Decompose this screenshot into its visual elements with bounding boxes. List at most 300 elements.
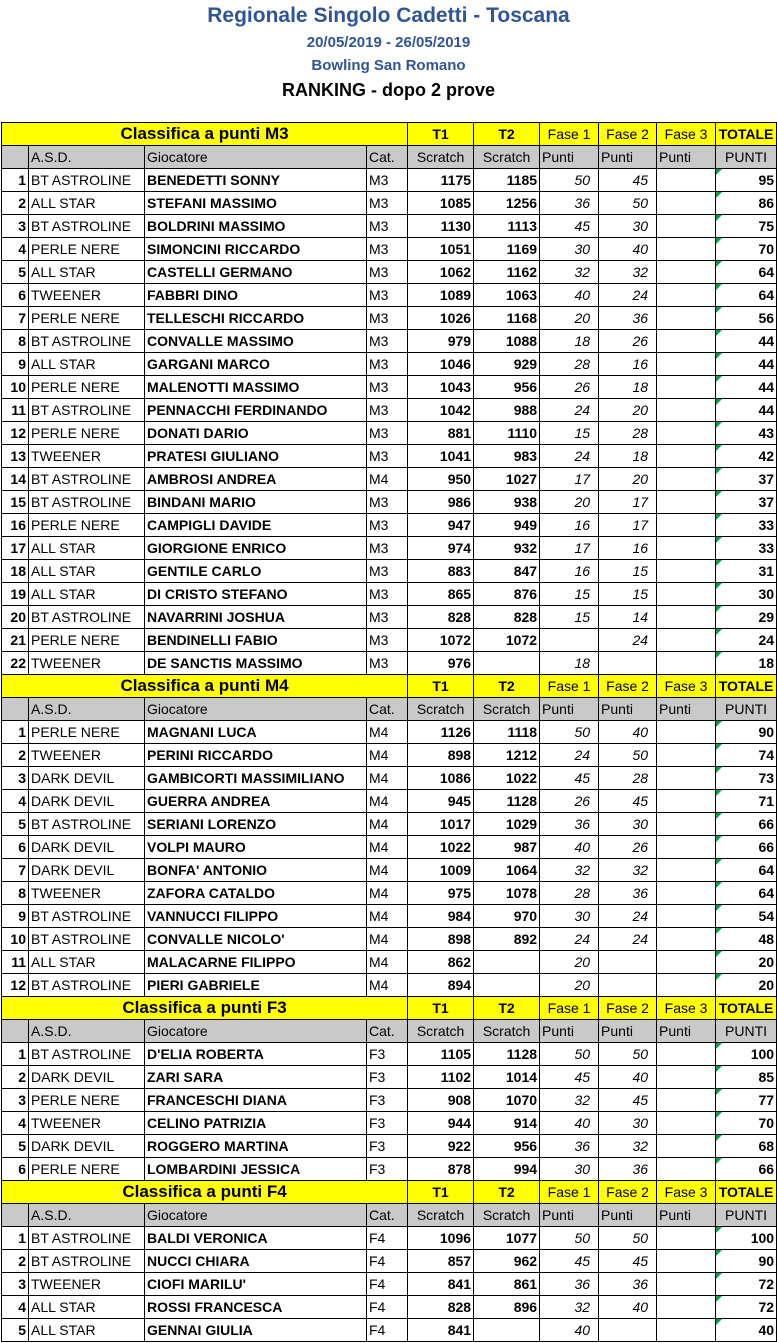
points-fase2: 18 (599, 376, 657, 399)
player-name: GENTILE CARLO (145, 560, 367, 583)
rank-position: 2 (2, 192, 29, 215)
col-header-t2: T2 (474, 1181, 540, 1204)
total-points: 75 (758, 218, 775, 234)
points-fase3 (657, 261, 716, 284)
category: M3 (367, 261, 408, 284)
category: M4 (367, 468, 408, 491)
comment-flag-icon (716, 1066, 722, 1072)
points-fase2: 20 (599, 399, 657, 422)
col-header-cat: Cat. (367, 1020, 408, 1043)
total-points: 44 (758, 333, 775, 349)
table-row (2, 445, 777, 468)
player-name: DE SANCTIS MASSIMO (145, 652, 367, 675)
section-title: Classifica a punti F4 (2, 1181, 408, 1204)
rank-position: 4 (2, 1112, 29, 1135)
player-name: MAGNANI LUCA (145, 721, 367, 744)
total-points-cell (716, 974, 777, 997)
player-name: PRATESI GIULIANO (145, 445, 367, 468)
total-points-cell (716, 261, 777, 284)
category: M3 (367, 376, 408, 399)
category: M3 (367, 560, 408, 583)
player-name: AMBROSI ANDREA (145, 468, 367, 491)
points-fase1: 45 (540, 1250, 599, 1273)
category: M3 (367, 445, 408, 468)
points-fase2: 30 (599, 1112, 657, 1135)
table-row (2, 1066, 777, 1089)
scratch-t1: 1175 (408, 169, 474, 192)
col-header-pos (2, 146, 29, 169)
points-fase1: 28 (540, 353, 599, 376)
table-row (2, 307, 777, 330)
rank-position: 1 (2, 721, 29, 744)
scratch-t2: 1022 (474, 767, 540, 790)
scratch-t1: 1085 (408, 192, 474, 215)
scratch-t1: 841 (408, 1273, 474, 1296)
comment-flag-icon (716, 376, 722, 382)
club-name: PERLE NERE (29, 307, 145, 330)
rank-position: 6 (2, 1158, 29, 1181)
total-points-cell (716, 353, 777, 376)
club-name: BT ASTROLINE (29, 813, 145, 836)
scratch-t1: 1105 (408, 1043, 474, 1066)
table-row (2, 1250, 777, 1273)
category: M4 (367, 744, 408, 767)
player-name: GIORGIONE ENRICO (145, 537, 367, 560)
category: M3 (367, 514, 408, 537)
points-fase2: 24 (599, 928, 657, 951)
category: M3 (367, 192, 408, 215)
total-points: 44 (758, 356, 775, 372)
rank-position: 2 (2, 744, 29, 767)
total-points: 68 (758, 1138, 775, 1154)
total-points: 66 (758, 816, 775, 832)
points-fase1: 36 (540, 192, 599, 215)
rank-position: 6 (2, 284, 29, 307)
total-points: 31 (758, 563, 775, 579)
player-name: CAMPIGLI DAVIDE (145, 514, 367, 537)
col-header-punti-f2: Punti (599, 1204, 657, 1227)
player-name: FRANCESCHI DIANA (145, 1089, 367, 1112)
player-name: ROGGERO MARTINA (145, 1135, 367, 1158)
scratch-t1: 881 (408, 422, 474, 445)
col-header-totale: TOTALE (716, 675, 777, 698)
points-fase2: 40 (599, 1066, 657, 1089)
scratch-t1: 984 (408, 905, 474, 928)
table-row (2, 629, 777, 652)
points-fase3 (657, 1296, 716, 1319)
total-points: 72 (758, 1299, 775, 1315)
col-header-cat: Cat. (367, 698, 408, 721)
points-fase2: 26 (599, 330, 657, 353)
col-header-punti-f3: Punti (657, 146, 716, 169)
points-fase1: 15 (540, 583, 599, 606)
rank-position: 16 (2, 514, 29, 537)
total-points-cell (716, 951, 777, 974)
scratch-t2 (474, 951, 540, 974)
col-header-punti-f1: Punti (540, 146, 599, 169)
club-name: BT ASTROLINE (29, 1227, 145, 1250)
points-fase3 (657, 330, 716, 353)
total-points-cell (716, 422, 777, 445)
points-fase3 (657, 951, 716, 974)
category: F4 (367, 1296, 408, 1319)
table-row (2, 721, 777, 744)
points-fase1: 30 (540, 1158, 599, 1181)
club-name: BT ASTROLINE (29, 1043, 145, 1066)
col-header-t2: T2 (474, 997, 540, 1020)
comment-flag-icon (716, 1273, 722, 1279)
comment-flag-icon (716, 1319, 722, 1325)
scratch-t1: 1096 (408, 1227, 474, 1250)
rank-position: 12 (2, 974, 29, 997)
col-header-asd: A.S.D. (29, 1020, 145, 1043)
col-header-t1: T1 (408, 675, 474, 698)
scratch-t2: 1113 (474, 215, 540, 238)
scratch-t2: 1078 (474, 882, 540, 905)
points-fase2: 50 (599, 1227, 657, 1250)
total-points: 77 (758, 1092, 775, 1108)
table-row (2, 238, 777, 261)
points-fase2: 40 (599, 238, 657, 261)
column-subheader-row (2, 1020, 777, 1043)
total-points: 64 (758, 862, 775, 878)
category: M3 (367, 652, 408, 675)
table-row (2, 1089, 777, 1112)
player-name: GARGANI MARCO (145, 353, 367, 376)
points-fase1: 30 (540, 905, 599, 928)
points-fase3 (657, 307, 716, 330)
comment-flag-icon (716, 836, 722, 842)
club-name: TWEENER (29, 652, 145, 675)
scratch-t2: 949 (474, 514, 540, 537)
total-points-cell (716, 238, 777, 261)
scratch-t2: 1088 (474, 330, 540, 353)
total-points-cell (716, 629, 777, 652)
total-points-cell (716, 721, 777, 744)
scratch-t1: 976 (408, 652, 474, 675)
total-points: 73 (758, 770, 775, 786)
scratch-t1: 898 (408, 744, 474, 767)
scratch-t2: 929 (474, 353, 540, 376)
points-fase3 (657, 974, 716, 997)
scratch-t2 (474, 652, 540, 675)
points-fase3 (657, 1112, 716, 1135)
total-points-cell (716, 1135, 777, 1158)
player-name: BOLDRINI MASSIMO (145, 215, 367, 238)
rank-position: 9 (2, 353, 29, 376)
rank-position: 10 (2, 376, 29, 399)
scratch-t2: 1072 (474, 629, 540, 652)
category: M4 (367, 974, 408, 997)
club-name: ALL STAR (29, 583, 145, 606)
rank-position: 3 (2, 1273, 29, 1296)
scratch-t2: 970 (474, 905, 540, 928)
total-points: 95 (758, 172, 775, 188)
rank-position: 1 (2, 1043, 29, 1066)
player-name: D'ELIA ROBERTA (145, 1043, 367, 1066)
date-range: 20/05/2019 - 26/05/2019 (306, 34, 471, 51)
table-row (2, 376, 777, 399)
club-name: DARK DEVIL (29, 767, 145, 790)
scratch-t1: 894 (408, 974, 474, 997)
col-header-fase3: Fase 3 (657, 997, 716, 1020)
comment-flag-icon (716, 905, 722, 911)
points-fase3 (657, 1250, 716, 1273)
scratch-t1: 908 (408, 1089, 474, 1112)
total-points: 40 (758, 1322, 775, 1338)
total-points-cell (716, 307, 777, 330)
category: M4 (367, 882, 408, 905)
col-header-punti-f1: Punti (540, 1204, 599, 1227)
scratch-t2: 983 (474, 445, 540, 468)
comment-flag-icon (716, 721, 722, 727)
club-name: TWEENER (29, 445, 145, 468)
table-row (2, 767, 777, 790)
total-points-cell (716, 859, 777, 882)
points-fase1: 17 (540, 537, 599, 560)
comment-flag-icon (716, 192, 722, 198)
scratch-t2: 861 (474, 1273, 540, 1296)
player-name: BENEDETTI SONNY (145, 169, 367, 192)
points-fase2: 40 (599, 1296, 657, 1319)
category: F4 (367, 1227, 408, 1250)
club-name: ALL STAR (29, 537, 145, 560)
category: M3 (367, 583, 408, 606)
club-name: PERLE NERE (29, 629, 145, 652)
scratch-t2 (474, 1319, 540, 1342)
total-points-cell (716, 1273, 777, 1296)
points-fase3 (657, 813, 716, 836)
total-points: 20 (758, 954, 775, 970)
scratch-t2: 938 (474, 491, 540, 514)
total-points: 70 (758, 241, 775, 257)
comment-flag-icon (716, 1250, 722, 1256)
comment-flag-icon (716, 813, 722, 819)
player-name: DI CRISTO STEFANO (145, 583, 367, 606)
total-points-cell (716, 1296, 777, 1319)
total-points-cell (716, 491, 777, 514)
points-fase3 (657, 767, 716, 790)
points-fase2: 36 (599, 882, 657, 905)
points-fase1: 40 (540, 1112, 599, 1135)
scratch-t2: 1077 (474, 1227, 540, 1250)
comment-flag-icon (716, 169, 722, 175)
total-points: 37 (758, 471, 775, 487)
column-subheader-row (2, 1204, 777, 1227)
scratch-t2: 994 (474, 1158, 540, 1181)
scratch-t1: 950 (408, 468, 474, 491)
points-fase3 (657, 905, 716, 928)
comment-flag-icon (716, 307, 722, 313)
column-subheader-row (2, 146, 777, 169)
scratch-t1: 945 (408, 790, 474, 813)
points-fase1: 40 (540, 1319, 599, 1342)
points-fase1: 32 (540, 261, 599, 284)
section-title: Classifica a punti M3 (2, 123, 408, 146)
table-row (2, 399, 777, 422)
points-fase1: 24 (540, 399, 599, 422)
scratch-t2: 956 (474, 376, 540, 399)
comment-flag-icon (716, 537, 722, 543)
player-name: PENNACCHI FERDINANDO (145, 399, 367, 422)
club-name: BT ASTROLINE (29, 1250, 145, 1273)
scratch-t1: 828 (408, 1296, 474, 1319)
points-fase1: 36 (540, 1273, 599, 1296)
col-header-asd: A.S.D. (29, 1204, 145, 1227)
points-fase3 (657, 1158, 716, 1181)
club-name: ALL STAR (29, 560, 145, 583)
total-points: 43 (758, 425, 775, 441)
points-fase2: 17 (599, 491, 657, 514)
scratch-t2 (474, 974, 540, 997)
table-row (2, 1158, 777, 1181)
scratch-t1: 1102 (408, 1066, 474, 1089)
category: M3 (367, 169, 408, 192)
col-header-fase2: Fase 2 (599, 675, 657, 698)
section-title: Classifica a punti F3 (2, 997, 408, 1020)
col-header-t2: T2 (474, 675, 540, 698)
points-fase3 (657, 376, 716, 399)
table-row (2, 192, 777, 215)
total-points: 66 (758, 839, 775, 855)
club-name: PERLE NERE (29, 376, 145, 399)
points-fase3 (657, 629, 716, 652)
table-row (2, 813, 777, 836)
col-header-pos (2, 1020, 29, 1043)
rank-position: 17 (2, 537, 29, 560)
player-name: ROSSI FRANCESCA (145, 1296, 367, 1319)
points-fase2: 32 (599, 1135, 657, 1158)
category: M4 (367, 905, 408, 928)
total-points: 90 (758, 1253, 775, 1269)
points-fase1: 24 (540, 744, 599, 767)
comment-flag-icon (716, 974, 722, 980)
col-header-punti-f2: Punti (599, 1020, 657, 1043)
player-name: BALDI VERONICA (145, 1227, 367, 1250)
table-row (2, 606, 777, 629)
club-name: PERLE NERE (29, 238, 145, 261)
total-points-cell (716, 606, 777, 629)
club-name: DARK DEVIL (29, 836, 145, 859)
col-header-cat: Cat. (367, 146, 408, 169)
comment-flag-icon (716, 468, 722, 474)
table-row (2, 790, 777, 813)
col-header-punti-f2: Punti (599, 146, 657, 169)
comment-flag-icon (716, 560, 722, 566)
club-name: BT ASTROLINE (29, 928, 145, 951)
section-header-row (2, 1181, 777, 1204)
scratch-t1: 865 (408, 583, 474, 606)
comment-flag-icon (716, 790, 722, 796)
player-name: BENDINELLI FABIO (145, 629, 367, 652)
scratch-t1: 1062 (408, 261, 474, 284)
player-name: CIOFI MARILU' (145, 1273, 367, 1296)
total-points-cell (716, 169, 777, 192)
player-name: CASTELLI GERMANO (145, 261, 367, 284)
comment-flag-icon (716, 882, 722, 888)
comment-flag-icon (716, 238, 722, 244)
points-fase3 (657, 606, 716, 629)
col-header-fase2: Fase 2 (599, 123, 657, 146)
rank-position: 8 (2, 330, 29, 353)
table-row (2, 951, 777, 974)
player-name: VOLPI MAURO (145, 836, 367, 859)
points-fase2: 15 (599, 560, 657, 583)
club-name: ALL STAR (29, 1296, 145, 1319)
points-fase2 (599, 974, 657, 997)
rank-position: 20 (2, 606, 29, 629)
total-points: 33 (758, 540, 775, 556)
club-name: BT ASTROLINE (29, 215, 145, 238)
points-fase1: 16 (540, 560, 599, 583)
total-points: 100 (750, 1046, 775, 1062)
rank-position: 13 (2, 445, 29, 468)
total-points-cell (716, 583, 777, 606)
club-name: DARK DEVIL (29, 790, 145, 813)
points-fase3 (657, 1273, 716, 1296)
category: M3 (367, 307, 408, 330)
table-row (2, 261, 777, 284)
rank-position: 1 (2, 169, 29, 192)
scratch-t1: 1009 (408, 859, 474, 882)
scratch-t1: 1089 (408, 284, 474, 307)
rank-position: 14 (2, 468, 29, 491)
section-header-row (2, 997, 777, 1020)
points-fase3 (657, 284, 716, 307)
points-fase1: 50 (540, 721, 599, 744)
scratch-t1: 1043 (408, 376, 474, 399)
points-fase3 (657, 1089, 716, 1112)
scratch-t2: 1128 (474, 790, 540, 813)
points-fase1: 16 (540, 514, 599, 537)
points-fase2: 45 (599, 1089, 657, 1112)
points-fase1: 40 (540, 284, 599, 307)
player-name: MALACARNE FILIPPO (145, 951, 367, 974)
total-points-cell (716, 1112, 777, 1135)
total-points-cell (716, 1227, 777, 1250)
total-points: 64 (758, 264, 775, 280)
total-points-cell (716, 445, 777, 468)
points-fase3 (657, 744, 716, 767)
points-fase3 (657, 468, 716, 491)
points-fase2 (599, 1319, 657, 1342)
player-name: MALENOTTI MASSIMO (145, 376, 367, 399)
points-fase3 (657, 583, 716, 606)
col-header-fase1: Fase 1 (540, 675, 599, 698)
scratch-t2: 1070 (474, 1089, 540, 1112)
scratch-t2: 914 (474, 1112, 540, 1135)
col-header-scratch-t2: Scratch (474, 1204, 540, 1227)
table-row (2, 928, 777, 951)
total-points: 48 (758, 931, 775, 947)
category: M3 (367, 399, 408, 422)
col-header-scratch-t1: Scratch (408, 1204, 474, 1227)
points-fase2: 30 (599, 215, 657, 238)
table-row (2, 537, 777, 560)
player-name: BONFA' ANTONIO (145, 859, 367, 882)
points-fase1: 50 (540, 169, 599, 192)
points-fase2: 24 (599, 905, 657, 928)
club-name: BT ASTROLINE (29, 974, 145, 997)
points-fase2: 45 (599, 790, 657, 813)
scratch-t1: 1026 (408, 307, 474, 330)
player-name: GENNAI GIULIA (145, 1319, 367, 1342)
points-fase3 (657, 1135, 716, 1158)
rank-position: 7 (2, 859, 29, 882)
club-name: BT ASTROLINE (29, 606, 145, 629)
col-header-punti-f3: Punti (657, 698, 716, 721)
category: M4 (367, 928, 408, 951)
